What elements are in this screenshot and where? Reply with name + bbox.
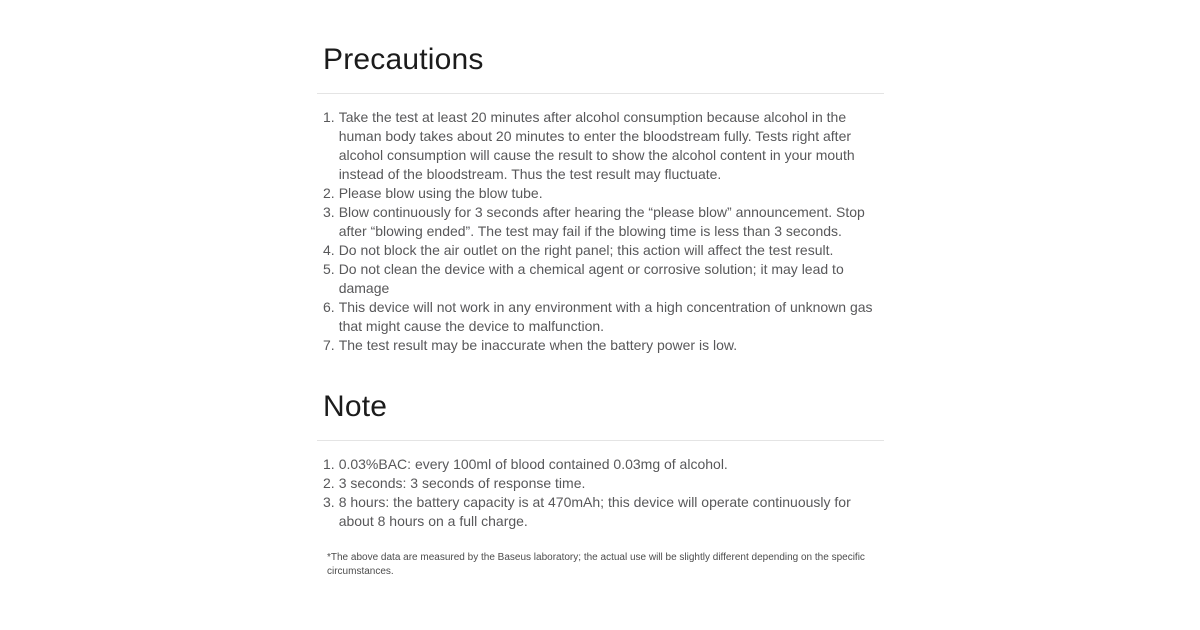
list-item-number: 1. <box>323 456 335 472</box>
note-divider <box>317 440 884 441</box>
precautions-list <box>317 108 884 355</box>
list-item-text: Blow continuously for 3 seconds after hearing the “please blow” announcement. Stop after “blowing ended”. The test may fail if the blowing time is less than 3 seconds. <box>338 204 865 239</box>
precautions-list-item <box>323 336 884 355</box>
list-item-text: Take the test at least 20 minutes after alcohol consumption because alcohol in the human body takes about 20 minutes to enter the bloodstream fully. Tests right after alcohol consumption will cause the result to show the alcohol content in your mouth instead of the bloodstream. Thus the test result may fluctuate. <box>338 109 855 182</box>
note-list-item <box>323 493 884 531</box>
list-item-text: Do not clean the device with a chemical agent or corrosive solution; it may lead to damage <box>338 261 844 296</box>
list-item-number: 2. <box>323 475 335 491</box>
note-list-item <box>323 474 884 493</box>
precautions-list-item <box>323 108 884 184</box>
footnote: *The above data are measured by the Baseus laboratory; the actual use will be slightly different depending on the specific circumstances. <box>327 552 865 577</box>
precautions-list-item <box>323 260 884 298</box>
precautions-list-item <box>323 298 884 336</box>
note-title: Note <box>323 390 388 423</box>
list-item-text: The test result may be inaccurate when the battery power is low. <box>338 337 738 353</box>
list-item-text: 8 hours: the battery capacity is at 470mAh; this device will operate continuously for about 8 hours on a full charge. <box>338 494 851 529</box>
note-list-item <box>323 455 884 474</box>
list-item-number: 4. <box>323 242 335 258</box>
precautions-list-item <box>323 203 884 241</box>
note-section <box>317 389 884 531</box>
list-item-text: 3 seconds: 3 seconds of response time. <box>338 475 586 491</box>
precautions-divider <box>317 93 884 94</box>
list-item-text: Do not block the air outlet on the right panel; this action will affect the test result. <box>338 242 834 258</box>
precautions-section <box>317 42 884 355</box>
list-item-number: 5. <box>323 261 335 277</box>
precautions-list-item <box>323 184 884 203</box>
content-column <box>317 42 884 588</box>
list-item-text: Please blow using the blow tube. <box>338 185 543 201</box>
list-item-number: 2. <box>323 185 335 201</box>
list-item-number: 1. <box>323 109 335 125</box>
list-item-number: 3. <box>323 204 335 220</box>
list-item-number: 3. <box>323 494 335 510</box>
list-item-number: 7. <box>323 337 335 353</box>
precautions-title: Precautions <box>323 43 484 76</box>
list-item-text: 0.03%BAC: every 100ml of blood contained 0.03mg of alcohol. <box>338 456 728 472</box>
list-item-number: 6. <box>323 299 335 315</box>
note-list <box>317 455 884 531</box>
precautions-list-item <box>323 241 884 260</box>
list-item-text: This device will not work in any environment with a high concentration of unknown gas that might cause the device to malfunction. <box>338 299 873 334</box>
